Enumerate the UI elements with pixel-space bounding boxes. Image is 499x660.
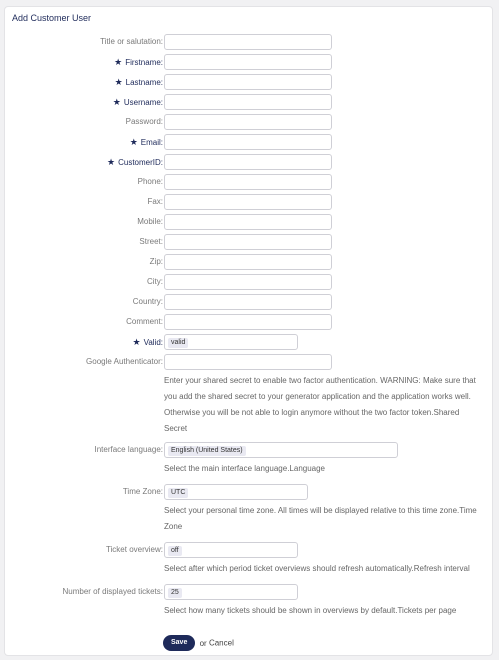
- zip-label: Zip:: [149, 257, 163, 266]
- lastname-label: Lastname:: [125, 78, 163, 87]
- password-input[interactable]: [164, 114, 332, 130]
- displayed-tickets-help: Select how many tickets should be shown in overviews by default.Tickets per page: [164, 606, 457, 615]
- row-mobile: [5, 214, 494, 230]
- phone-input[interactable]: [164, 174, 332, 190]
- required-star-icon: ★: [132, 337, 141, 347]
- row-username: [5, 94, 494, 110]
- row-fax: [5, 194, 494, 210]
- required-star-icon: ★: [107, 157, 116, 167]
- password-label: Password:: [125, 117, 163, 126]
- or-text: or: [199, 638, 207, 648]
- row-google-authenticator: [5, 354, 494, 370]
- email-input[interactable]: [164, 134, 332, 150]
- google-authenticator-input[interactable]: [164, 354, 332, 370]
- row-phone: [5, 174, 494, 190]
- city-input[interactable]: [164, 274, 332, 290]
- displayed-tickets-select[interactable]: [164, 584, 298, 600]
- add-customer-user-panel: [4, 6, 493, 656]
- valid-label: Valid:: [143, 338, 163, 347]
- ticket-overview-select[interactable]: [164, 542, 298, 558]
- time-zone-selected-value: UTC: [168, 488, 188, 498]
- row-country: [5, 294, 494, 310]
- row-city: [5, 274, 494, 290]
- panel-title: Add Customer User: [12, 13, 92, 23]
- customerid-label: CustomerID:: [118, 158, 163, 167]
- valid-label-wrap: [133, 334, 164, 350]
- country-input[interactable]: [164, 294, 332, 310]
- ticket-overview-selected-value: off: [168, 546, 182, 556]
- row-displayed-tickets: [5, 584, 494, 600]
- ticket-overview-label: Ticket overview:: [105, 545, 163, 554]
- row-password: [5, 114, 494, 130]
- interface-language-label: Interface language:: [94, 445, 163, 454]
- valid-selected-value: valid: [168, 338, 188, 348]
- required-star-icon: ★: [129, 137, 138, 147]
- firstname-label-wrap: [114, 54, 163, 70]
- row-firstname: [5, 54, 494, 70]
- lastname-input[interactable]: [164, 74, 332, 90]
- interface-language-select[interactable]: [164, 442, 398, 458]
- row-email: [5, 134, 494, 150]
- row-ticket-overview: [5, 542, 494, 558]
- zip-input[interactable]: [164, 254, 332, 270]
- row-valid: [5, 334, 494, 350]
- row-zip: [5, 254, 494, 270]
- email-label: Email:: [140, 138, 163, 147]
- row-customerid: [5, 154, 494, 170]
- street-input[interactable]: [164, 234, 332, 250]
- username-label-wrap: [113, 94, 163, 110]
- username-input[interactable]: [164, 94, 332, 110]
- required-star-icon: ★: [114, 57, 123, 67]
- row-time-zone: [5, 484, 494, 500]
- mobile-input[interactable]: [164, 214, 332, 230]
- interface-language-selected-value: English (United States): [168, 446, 246, 456]
- time-zone-select[interactable]: [164, 484, 308, 500]
- displayed-tickets-selected-value: 25: [168, 588, 182, 598]
- customerid-input[interactable]: [164, 154, 332, 170]
- fax-label: Fax:: [147, 197, 163, 206]
- required-star-icon: ★: [112, 97, 121, 107]
- ticket-overview-help: Select after which period ticket overviews should refresh automatically.Refresh interval: [164, 564, 470, 573]
- valid-select[interactable]: [164, 334, 298, 350]
- street-label: Street:: [139, 237, 163, 246]
- row-comment: [5, 314, 494, 330]
- comment-input[interactable]: [164, 314, 332, 330]
- form-footer: [163, 635, 234, 653]
- row-lastname: [5, 74, 494, 90]
- mobile-label: Mobile:: [137, 217, 163, 226]
- title-label: Title or salutation:: [100, 37, 163, 46]
- username-label: Username:: [123, 98, 163, 107]
- google-authenticator-label: Google Authenticator:: [86, 357, 163, 366]
- row-interface-language: [5, 442, 494, 458]
- time-zone-label: Time Zone:: [122, 487, 163, 496]
- title-input[interactable]: [164, 34, 332, 50]
- interface-language-help: Select the main interface language.Language: [164, 464, 326, 473]
- row-street: [5, 234, 494, 250]
- lastname-label-wrap: [115, 74, 163, 90]
- phone-label: Phone:: [137, 177, 163, 186]
- country-label: Country:: [132, 297, 163, 306]
- row-title: [5, 34, 494, 50]
- time-zone-help: Select your personal time zone. All times will be displayed relative to this time zone.Time Zone: [164, 506, 477, 531]
- fax-input[interactable]: [164, 194, 332, 210]
- required-star-icon: ★: [114, 77, 123, 87]
- firstname-input[interactable]: [164, 54, 332, 70]
- save-button[interactable]: Save: [163, 635, 195, 651]
- cancel-link[interactable]: Cancel: [208, 638, 234, 648]
- customerid-label-wrap: [107, 154, 163, 170]
- comment-label: Comment:: [126, 317, 163, 326]
- google-authenticator-help: Enter your shared secret to enable two factor authentication. WARNING: Make sure that you add the shared secret to your generator application and the application works well. Otherwise you will be not able to login anymore without the two factor token.Shared Secret: [164, 376, 476, 433]
- displayed-tickets-label: Number of displayed tickets:: [62, 587, 163, 596]
- firstname-label: Firstname:: [125, 58, 163, 67]
- city-label: City:: [147, 277, 163, 286]
- email-label-wrap: [130, 134, 163, 150]
